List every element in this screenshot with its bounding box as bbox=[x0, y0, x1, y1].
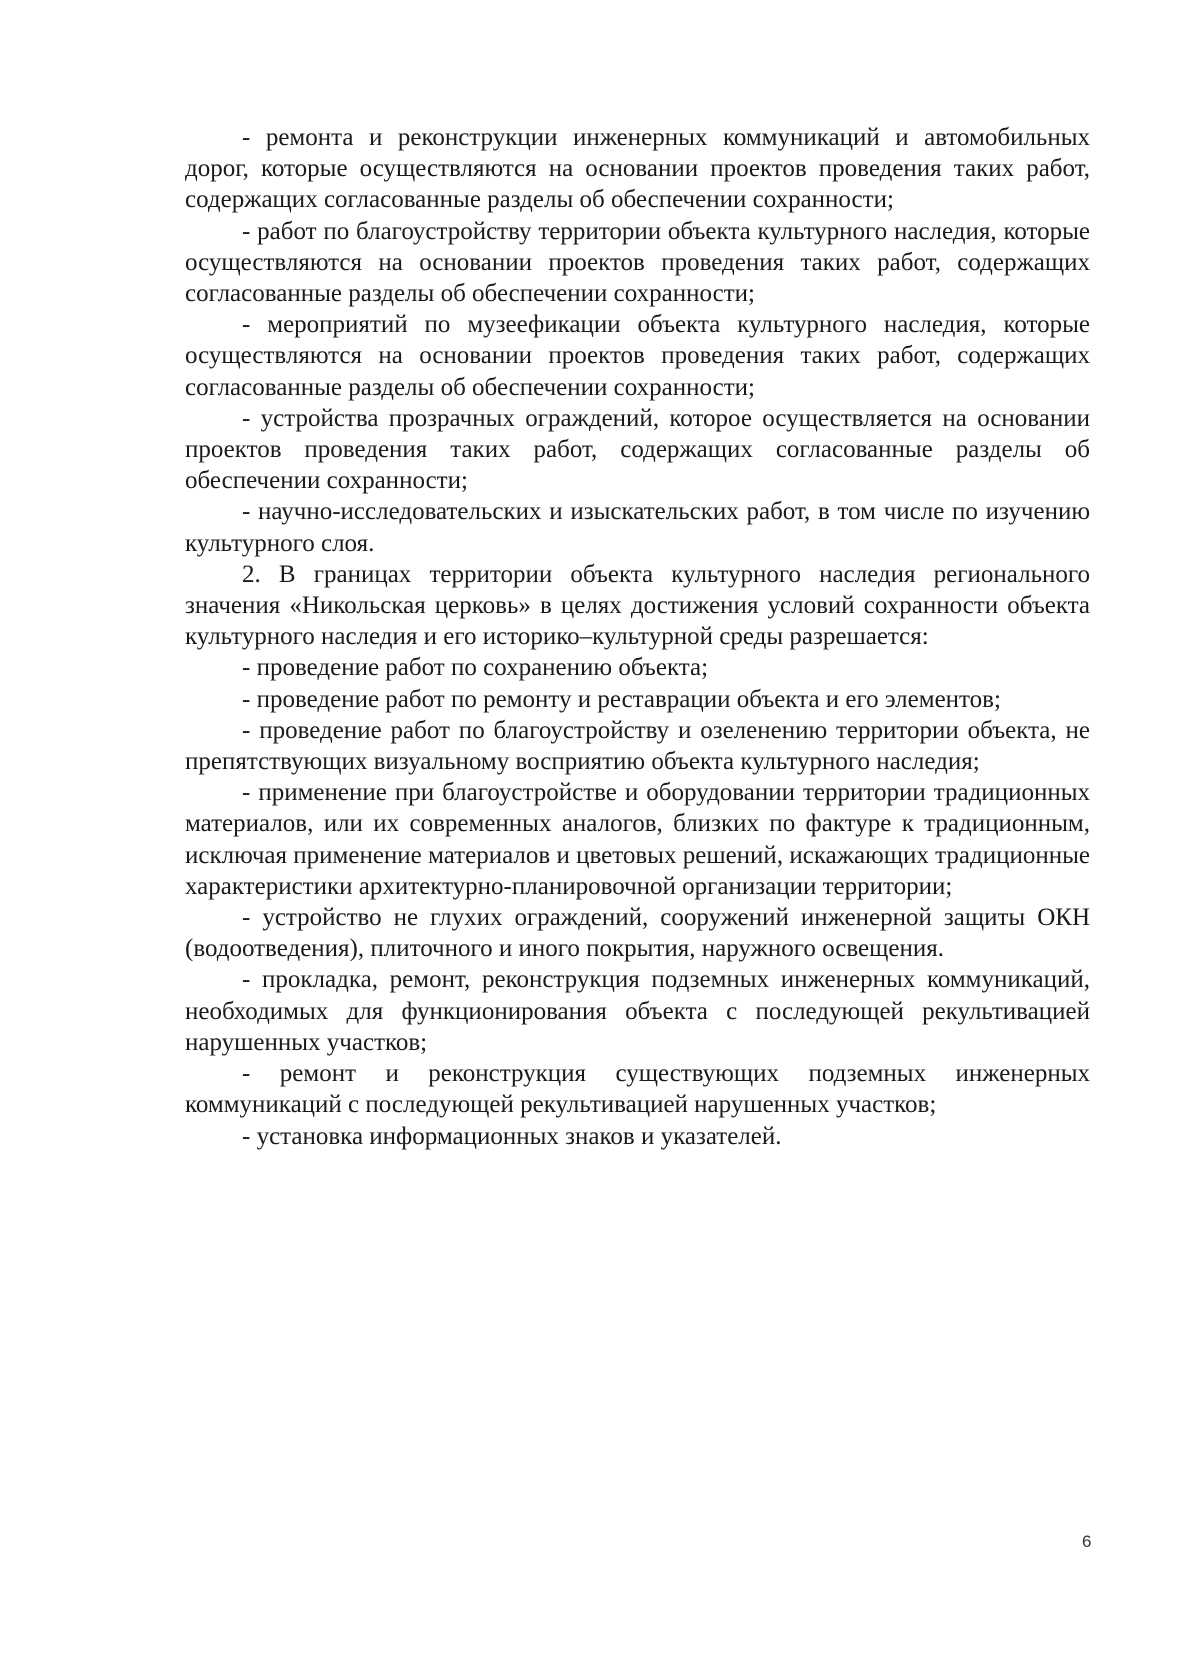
paragraph: - ремонта и реконструкции инженерных коммуникаций и автомобильных дорог, которые осуществляются на основании проектов проведения таких работ, содержащих согласованные разделы об обеспечении сохранности; bbox=[185, 124, 1090, 214]
paragraph: - установка информационных знаков и указателей. bbox=[242, 1122, 782, 1150]
paragraph: - научно-исследовательских и изыскательских работ, в том числе по изучению культурного слоя. bbox=[185, 498, 1090, 557]
paragraph: - мероприятий по музеефикации объекта культурного наследия, которые осуществляются на основании проектов проведения таких работ, содержащих согласованные разделы об обеспечении сохранности; bbox=[185, 311, 1090, 401]
document-body bbox=[185, 122, 1090, 1152]
page-number: 6 bbox=[1082, 1532, 1092, 1551]
paragraph: - ремонт и реконструкция существующих подземных инженерных коммуникаций с последующей рекультивацией нарушенных участков; bbox=[185, 1060, 1090, 1119]
paragraph: - прокладка, ремонт, реконструкция подземных инженерных коммуникаций, необходимых для функционирования объекта с последующей рекультивацией нарушенных участков; bbox=[185, 966, 1090, 1056]
paragraph: 2. В границах территории объекта культурного наследия регионального значения «Никольская церковь» в целях достижения условий сохранности объекта культурного наследия и его историко–культурной среды разрешается: bbox=[185, 560, 1090, 651]
paragraph: - проведение работ по ремонту и реставрации объекта и его элементов; bbox=[242, 685, 1001, 713]
paragraph: - проведение работ по сохранению объекта; bbox=[242, 654, 709, 682]
paragraph: - работ по благоустройству территории объекта культурного наследия, которые осуществляются на основании проектов проведения таких работ, содержащих согласованные разделы об обеспечении сохранности; bbox=[185, 217, 1090, 308]
paragraph: - применение при благоустройстве и оборудовании территории традиционных материалов, или их современных аналогов, близких по фактуре к традиционным, исключая применение материалов и цветовых решений, искажающих традиционные характеристики архитектурно-планировочной организации территории; bbox=[185, 779, 1090, 900]
paragraph: - устройство не глухих ограждений, сооружений инженерной защиты ОКН (водоотведения), плиточного и иного покрытия, наружного освещения. bbox=[185, 904, 1090, 963]
paragraph: - устройства прозрачных ограждений, которое осуществляется на основании проектов проведения таких работ, содержащих согласованные разделы об обеспечении сохранности; bbox=[185, 404, 1090, 495]
paragraph: - проведение работ по благоустройству и озеленению территории объекта, не препятствующих визуальному восприятию объекта культурного наследия; bbox=[185, 716, 1090, 776]
